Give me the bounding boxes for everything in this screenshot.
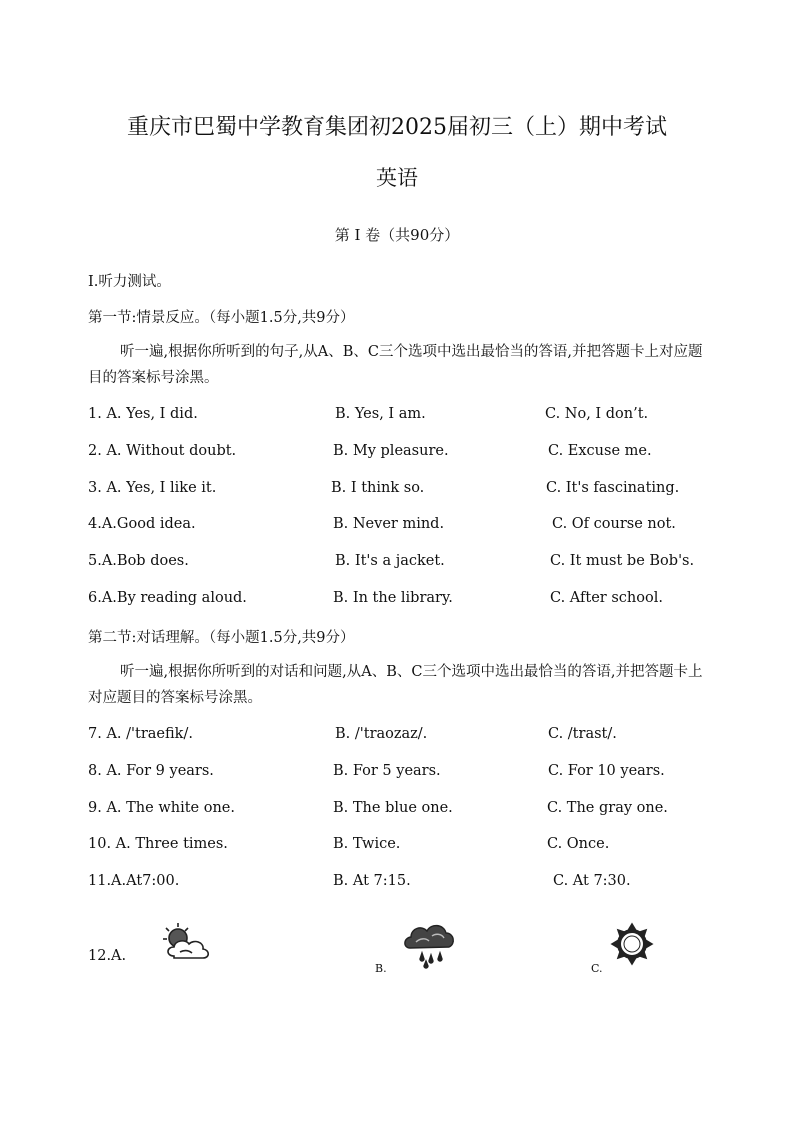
section2-instruction: 听一遍,根据你所听到的对话和问题,从A、B、C三个选项中选出最恰当的答语,并把答题卡上对应题目的答案标号涂黑。: [88, 664, 703, 706]
q1-option-b: B. Yes, I am.: [335, 406, 426, 422]
q6-option-c: C. After school.: [550, 590, 663, 606]
q9-option-a: 9. A. The white one.: [88, 800, 235, 816]
q9-option-c: C. The gray one.: [547, 800, 668, 816]
section2-heading: 第二节:对话理解。（每小题1.5分,共9分）: [88, 630, 355, 646]
q4-option-a: 4.A.Good idea.: [88, 516, 196, 532]
q6-option-a: 6.A.By reading aloud.: [88, 590, 247, 606]
q8-option-b: B. For 5 years.: [333, 763, 441, 779]
subject-heading: 英语: [376, 166, 418, 190]
q3-option-a: 3. A. Yes, I like it.: [88, 480, 217, 496]
q2-option-b: B. My pleasure.: [333, 443, 449, 459]
q12-label: 12.A.: [88, 948, 127, 964]
q4-option-c: C. Of course not.: [552, 516, 676, 532]
q10-option-c: C. Once.: [547, 836, 610, 852]
section1-heading: 第一节:情景反应。（每小题1.5分,共9分）: [88, 310, 355, 326]
q6-option-b: B. In the library.: [333, 590, 453, 606]
sun-cloud-icon: [156, 920, 216, 964]
q3-option-b: B. I think so.: [331, 480, 425, 496]
sun-icon: [608, 922, 658, 970]
q12-option-b-label: B.: [375, 962, 387, 975]
q11-option-b: B. At 7:15.: [333, 873, 411, 889]
q11-option-c: C. At 7:30.: [553, 873, 631, 889]
q1-option-c: C. No, I don’t.: [545, 406, 649, 422]
q3-option-c: C. It's fascinating.: [546, 480, 680, 496]
q5-option-a: 5.A.Bob does.: [88, 553, 189, 569]
q5-option-b: B. It's a jacket.: [335, 553, 445, 569]
part-heading-listening: I.听力测试。: [88, 274, 171, 290]
q10-option-b: B. Twice.: [333, 836, 401, 852]
q12-option-c-label: C.: [591, 962, 603, 975]
q7-option-c: C. /trast/.: [548, 726, 617, 742]
q10-option-a: 10. A. Three times.: [88, 836, 228, 852]
volume-heading: 第 I 卷（共90分）: [334, 226, 460, 244]
q2-option-a: 2. A. Without doubt.: [88, 443, 237, 459]
q8-option-a: 8. A. For 9 years.: [88, 763, 214, 779]
q11-option-a: 11.A.At7:00.: [88, 873, 180, 889]
rain-cloud-icon: [402, 920, 458, 970]
q2-option-c: C. Excuse me.: [548, 443, 652, 459]
q7-option-a: 7. A. /'traefik/.: [88, 726, 193, 742]
q5-option-c: C. It must be Bob's.: [550, 553, 695, 569]
q7-option-b: B. /'traozaz/.: [335, 726, 428, 742]
q4-option-b: B. Never mind.: [333, 516, 445, 532]
q9-option-b: B. The blue one.: [333, 800, 453, 816]
section1-instruction: 听一遍,根据你所听到的句子,从A、B、C三个选项中选出最恰当的答语,并把答题卡上对应题目的答案标号涂黑。: [88, 344, 703, 386]
q1-option-a: 1. A. Yes, I did.: [88, 406, 198, 422]
exam-title: 重庆市巴蜀中学教育集团初2025届初三（上）期中考试: [127, 115, 667, 140]
q8-option-c: C. For 10 years.: [548, 763, 665, 779]
